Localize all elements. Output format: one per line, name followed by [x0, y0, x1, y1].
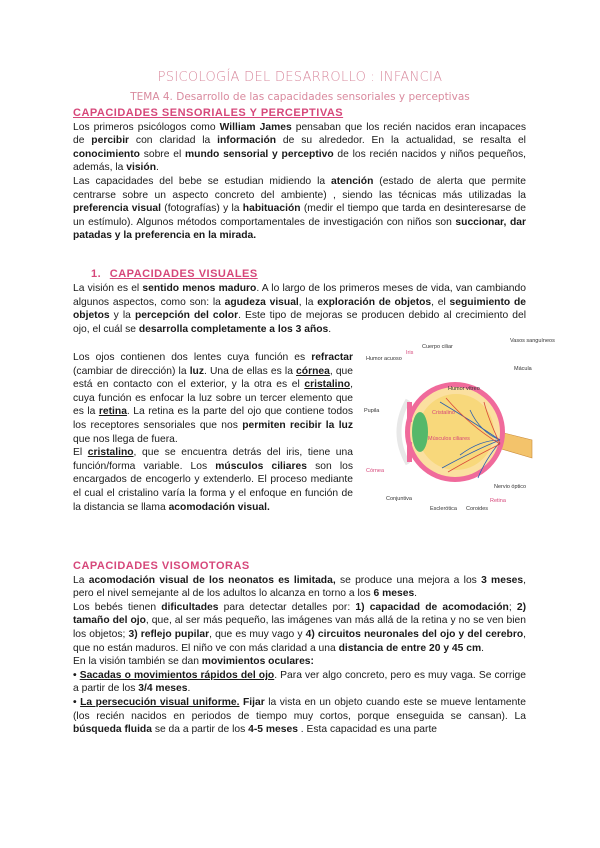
bullet-item: • Sacadas o movimientos rápidos del ojo. Para ver algo concreto, pero es muy vaga. Se corrige a partir de los 3/4 meses. [73, 669, 527, 695]
label-coroides: Coroides [466, 506, 489, 512]
paragraph: Los primeros psicólogos como William James pensaban que los recién nacidos eran incapaces de percibir con claridad la información de su alrededor. En la actualidad, se resalta el conocimiento sobre el mundo sensorial y perceptivo de los recién nacidos y niños pequeños, además, la visión. [73, 121, 526, 174]
lens-shape [412, 412, 428, 452]
label-retina: Retina [490, 498, 506, 504]
eye-anatomy-diagram [360, 338, 555, 512]
section-heading: CAPACIDADES VISUALES [109, 268, 258, 280]
paragraph: Los ojos contienen dos lentes cuya función es refractar (cambiar de dirección) la luz. Una de ellas es la córnea, que está en contacto con el exterior, y la otra es el cristalino, cuya función es enfocar la luz sobre un tercer elemento que es la retina. La retina es la parte del ojo que contiene todos los receptores sensoriales que nos permiten recibir la luz que nos llega de fuera. [73, 352, 353, 445]
paragraph: La visión es el sentido menos maduro. A lo largo de los primeros meses de vida, van cambiando algunos aspectos, como son: la agudeza visual, la exploración de objetos, el seguimiento de objetos y la percepción del color. Este tipo de mejoras se producen debido al crecimiento del ojo, el cuál se desarrolla completamente a los 3 años. [73, 283, 526, 335]
section-visual-intro [73, 282, 526, 336]
label-humor-vitreo: Humor vítreo [448, 386, 480, 392]
label-macula: Mácula [514, 366, 532, 372]
label-cuerpo-ciliar: Cuerpo ciliar [422, 344, 453, 350]
paragraph: La acomodación visual de los neonatos es limitada, se produce una mejora a los 3 meses, pero el nivel semejante al de los adultos lo alcanza en torno a los 6 meses. [73, 574, 526, 600]
bullet-item: • La persecución visual uniforme. Fijar la vista en un objeto cuando este se mueve lentamente (los recién nacidos en periodos de tiempo muy cortos, porque enseguida se cansan). La búsqueda fluida se da a partir de los 4-5 meses . Esta capacidad es una parte [73, 696, 526, 736]
section-number: 1. [91, 268, 102, 280]
section-visomotor [73, 560, 526, 737]
page-title: PSICOLOGÍA DEL DESARROLLO : INFANCIA [157, 70, 443, 85]
label-nervio: Nervio óptico [494, 484, 527, 490]
section-visual-column [73, 351, 353, 514]
section-heading: CAPACIDADES VISOMOTORAS [73, 560, 250, 572]
label-esclerotica: Esclerótica [430, 506, 457, 512]
paragraph: El cristalino, que se encuentra detrás del iris, tiene una función/forma variable. Los músculos ciliares son los encargados de encogerlo y extenderlo. El proceso mediante el cual el cristalino varía la forma y el enfoque en función de la distancia se llama acomodación visual. [73, 447, 353, 513]
label-pupila: Pupila [364, 408, 380, 414]
label-iris: Iris [406, 350, 414, 356]
paragraph: Los bebés tienen dificultades para detectar detalles por: 1) capacidad de acomodación; 2) tamaño del ojo, que, al ser más pequeño, las imágenes van más allá de la retina y no se ven bien los objetos; 3) reflejo pupilar, que es muy vago y 4) circuitos neuronales del ojo y del cerebro, que no están maduros. El niño ve con más claridad a una distancia de entre 20 y 45 cm. [73, 601, 527, 654]
page-subtitle: TEMA 4. Desarrollo de las capacidades sensoriales y perceptivas [130, 91, 470, 103]
section-sensory [73, 107, 526, 243]
label-vasos: Vasos sanguíneos [510, 338, 555, 344]
label-musculos: Músculos ciliares [428, 436, 470, 442]
label-conjuntiva: Conjuntiva [386, 496, 412, 502]
label-cornea: Córnea [366, 468, 385, 474]
label-cristalino: Cristalino [432, 410, 455, 416]
section-visual-heading [73, 268, 526, 282]
section-heading: CAPACIDADES SENSORIALES Y PERCEPTIVAS [73, 107, 344, 119]
label-humor-acuoso: Humor acuoso [366, 356, 402, 362]
paragraph: En la visión también se dan movimientos oculares: [73, 656, 314, 668]
paragraph: Las capacidades del bebe se estudian midiendo la atención (estado de alerta que permite centrarse sobre un aspecto concreto del ambiente) , siendo las técnicas más utilizadas la preferencia visual (fotografías) y la habituación (medir el tiempo que tarda en desinteresarse de un estímulo). Algunos métodos comportamentales de investigación con niños son succionar, dar patadas y la preferencia en la mirada. [73, 175, 527, 242]
